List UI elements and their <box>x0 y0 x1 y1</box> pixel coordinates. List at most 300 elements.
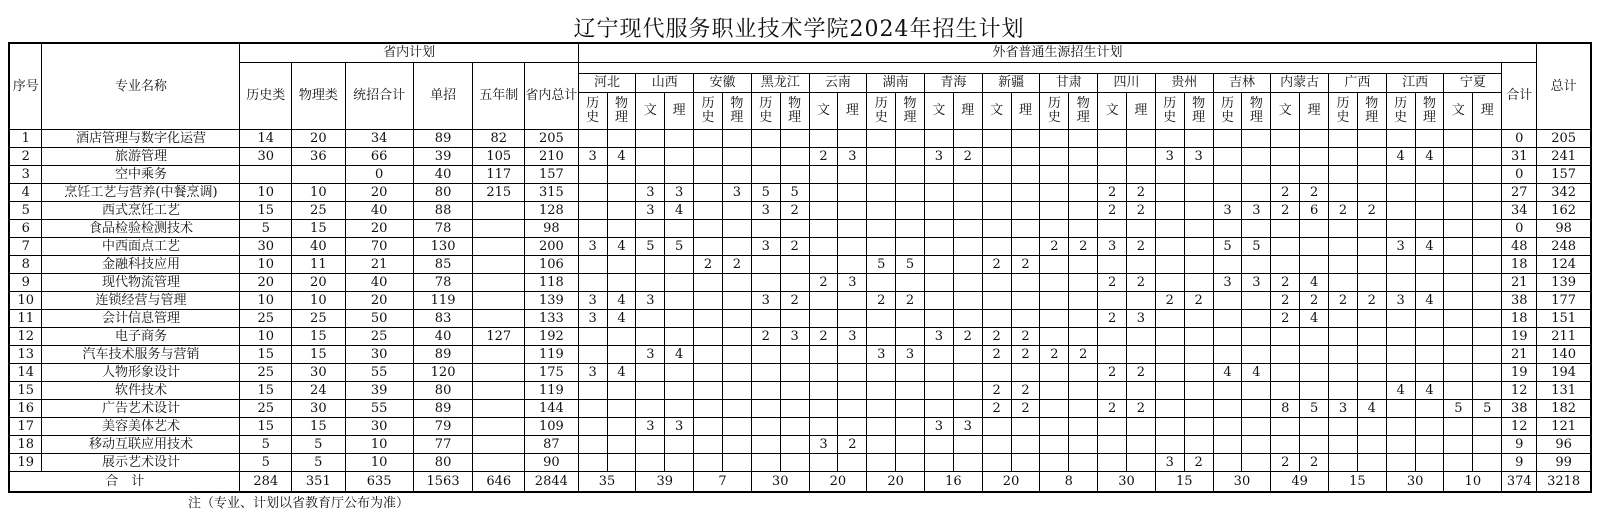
row-out-value <box>1184 274 1213 292</box>
header-sub-type-label: 历史 <box>1394 96 1408 125</box>
row-out-value <box>694 400 723 418</box>
row-in-value: 98 <box>525 220 579 238</box>
row-out-value <box>1040 310 1069 328</box>
row-out-value <box>1473 238 1502 256</box>
totals-province-value: 20 <box>982 472 1040 493</box>
row-out-value <box>982 148 1011 166</box>
row-out-value <box>1155 310 1184 328</box>
row-out-value <box>1069 418 1098 436</box>
row-out-value <box>1444 202 1473 220</box>
row-out-value <box>1155 220 1184 238</box>
header-sub-type <box>1300 93 1329 130</box>
row-out-value: 5 <box>896 256 925 274</box>
row-in-value: 30 <box>240 238 292 256</box>
row-out-value <box>1473 184 1502 202</box>
row-out-value <box>1415 166 1444 184</box>
row-out-value <box>607 256 636 274</box>
row-out-value <box>1069 202 1098 220</box>
row-out-value <box>636 256 665 274</box>
row-out-value <box>1444 220 1473 238</box>
row-seq: 9 <box>9 274 42 292</box>
row-out-value: 3 <box>1242 274 1271 292</box>
header-sub-type-label: 文 <box>1278 103 1292 118</box>
row-seq: 7 <box>9 238 42 256</box>
row-out-value <box>1300 166 1329 184</box>
row-out-value <box>1473 220 1502 238</box>
row-out-value <box>1242 310 1271 328</box>
header-sub-type <box>1242 93 1271 130</box>
row-out-value <box>722 202 751 220</box>
row-in-value: 0 <box>345 166 413 184</box>
row-in-value: 105 <box>473 148 525 166</box>
row-out-value <box>1329 184 1358 202</box>
row-out-value <box>1069 274 1098 292</box>
row-out-value <box>1300 130 1329 148</box>
header-sub-type-label: 历史 <box>1336 96 1350 125</box>
row-out-value <box>1011 238 1040 256</box>
header-out-province: 外省普通生源招生计划 <box>578 43 1537 63</box>
row-out-value <box>1415 202 1444 220</box>
header-sub-type-label: 物理 <box>614 96 628 125</box>
row-in-value: 70 <box>345 238 413 256</box>
row-out-value <box>636 166 665 184</box>
header-sub-type <box>1415 93 1444 130</box>
row-out-value <box>1098 454 1127 472</box>
row-out-value <box>867 220 896 238</box>
header-major: 专业名称 <box>42 43 240 130</box>
row-in-value: 10 <box>292 184 346 202</box>
row-in-value: 83 <box>413 310 473 328</box>
row-out-value <box>1357 382 1386 400</box>
row-out-value <box>665 148 694 166</box>
row-out-value <box>1300 256 1329 274</box>
header-sub-type <box>1473 93 1502 130</box>
header-sub-type <box>1011 93 1040 130</box>
row-out-value <box>1127 328 1156 346</box>
row-out-value: 4 <box>1213 364 1242 382</box>
row-out-value <box>578 436 607 454</box>
row-out-value <box>1386 202 1415 220</box>
row-out-value <box>722 346 751 364</box>
row-out-value <box>607 184 636 202</box>
row-out-value <box>896 328 925 346</box>
table-row <box>9 454 1591 472</box>
row-in-value: 15 <box>292 418 346 436</box>
row-out-value: 2 <box>1271 184 1300 202</box>
header-sub-type-label: 历史 <box>874 96 888 125</box>
row-out-value <box>1213 148 1242 166</box>
row-out-value: 3 <box>578 364 607 382</box>
row-grand-total: 162 <box>1537 202 1591 220</box>
row-out-value <box>1155 184 1184 202</box>
row-out-value <box>896 184 925 202</box>
row-in-value: 30 <box>292 364 346 382</box>
row-subtotal: 18 <box>1502 256 1537 274</box>
row-out-value <box>867 310 896 328</box>
row-out-value <box>1213 400 1242 418</box>
row-out-value <box>953 256 982 274</box>
header-sub-type <box>607 93 636 130</box>
row-out-value <box>1300 238 1329 256</box>
row-out-value <box>694 274 723 292</box>
row-out-value <box>1040 184 1069 202</box>
row-in-value <box>473 310 525 328</box>
row-out-value <box>838 364 867 382</box>
row-out-value: 2 <box>1271 274 1300 292</box>
row-in-value: 30 <box>240 148 292 166</box>
row-out-value: 2 <box>1271 202 1300 220</box>
row-out-value: 3 <box>722 184 751 202</box>
row-in-value: 80 <box>413 454 473 472</box>
row-out-value <box>1213 310 1242 328</box>
row-out-value: 4 <box>1415 148 1444 166</box>
row-out-value: 2 <box>1098 274 1127 292</box>
header-sub-type-label: 历史 <box>1221 96 1235 125</box>
row-out-value: 2 <box>1357 202 1386 220</box>
header-in-col: 物理类 <box>292 63 346 130</box>
row-out-value <box>1386 346 1415 364</box>
row-in-value <box>240 166 292 184</box>
row-in-value: 66 <box>345 148 413 166</box>
header-row-2 <box>9 63 1591 74</box>
row-out-value <box>925 220 954 238</box>
row-in-value: 157 <box>525 166 579 184</box>
row-in-value: 87 <box>525 436 579 454</box>
row-in-value: 10 <box>240 256 292 274</box>
header-sub-type-label: 历史 <box>1163 96 1177 125</box>
row-out-value <box>1242 256 1271 274</box>
row-in-value: 10 <box>240 328 292 346</box>
row-out-value <box>578 220 607 238</box>
row-out-value: 3 <box>838 328 867 346</box>
row-out-value <box>1155 256 1184 274</box>
row-out-value: 2 <box>1098 202 1127 220</box>
row-out-value: 2 <box>1098 310 1127 328</box>
row-out-value: 3 <box>1386 238 1415 256</box>
row-out-value: 5 <box>636 238 665 256</box>
row-out-value <box>1098 148 1127 166</box>
row-out-value <box>896 130 925 148</box>
row-out-value: 3 <box>751 292 780 310</box>
row-out-value <box>1444 364 1473 382</box>
row-out-value <box>1473 436 1502 454</box>
row-out-value: 2 <box>1127 274 1156 292</box>
row-out-value <box>1069 328 1098 346</box>
row-out-value <box>636 274 665 292</box>
header-province: 青海 <box>925 74 983 93</box>
row-out-value <box>722 400 751 418</box>
row-out-value <box>838 256 867 274</box>
header-sub-type <box>1040 93 1069 130</box>
row-out-value <box>578 382 607 400</box>
header-province: 广西 <box>1329 74 1387 93</box>
header-sub-type <box>1069 93 1098 130</box>
row-out-value: 3 <box>1184 148 1213 166</box>
header-sub-type-label: 理 <box>672 103 686 118</box>
row-out-value <box>953 166 982 184</box>
row-out-value <box>751 346 780 364</box>
row-out-value <box>1242 436 1271 454</box>
row-out-value <box>1213 328 1242 346</box>
row-out-value <box>1473 148 1502 166</box>
row-out-value <box>1473 454 1502 472</box>
row-out-value <box>694 310 723 328</box>
row-in-value: 25 <box>292 310 346 328</box>
row-out-value <box>1386 166 1415 184</box>
footnote: 注（专业、计划以省教育厅公布为准） <box>188 496 410 511</box>
header-sub-type-label: 理 <box>845 103 859 118</box>
row-out-value <box>1329 274 1358 292</box>
row-out-value <box>751 364 780 382</box>
row-in-value: 215 <box>473 184 525 202</box>
row-in-value <box>473 256 525 274</box>
row-out-value <box>838 382 867 400</box>
row-out-value <box>1415 220 1444 238</box>
row-in-value: 20 <box>345 292 413 310</box>
header-sub-type <box>1329 93 1358 130</box>
row-out-value <box>925 166 954 184</box>
row-out-value <box>953 364 982 382</box>
totals-in-value: 646 <box>473 472 525 493</box>
row-out-value <box>896 454 925 472</box>
row-out-value: 2 <box>1011 382 1040 400</box>
header-row-1 <box>9 43 1591 63</box>
row-in-value: 192 <box>525 328 579 346</box>
row-out-value: 5 <box>1300 400 1329 418</box>
table-row <box>9 418 1591 436</box>
header-sub-type-label: 物理 <box>788 96 802 125</box>
header-sub-type <box>1127 93 1156 130</box>
row-in-value: 5 <box>240 436 292 454</box>
row-major-name: 电子商务 <box>42 328 240 346</box>
row-in-value: 40 <box>345 274 413 292</box>
row-out-value <box>1357 310 1386 328</box>
row-out-value: 2 <box>1127 238 1156 256</box>
row-out-value <box>1069 184 1098 202</box>
totals-province-value: 16 <box>925 472 983 493</box>
row-in-value: 205 <box>525 130 579 148</box>
row-out-value <box>953 130 982 148</box>
header-sub-type-label: 文 <box>643 103 657 118</box>
row-out-value <box>953 310 982 328</box>
row-subtotal: 31 <box>1502 148 1537 166</box>
row-in-value: 30 <box>292 400 346 418</box>
row-in-value: 106 <box>525 256 579 274</box>
row-out-value: 2 <box>982 328 1011 346</box>
header-sub-type <box>694 93 723 130</box>
row-out-value <box>1069 148 1098 166</box>
row-out-value: 2 <box>1300 292 1329 310</box>
row-out-value <box>1444 418 1473 436</box>
row-out-value: 2 <box>1127 400 1156 418</box>
header-sub-type-label: 文 <box>1451 103 1465 118</box>
header-province: 安徽 <box>694 74 752 93</box>
row-out-value: 2 <box>982 400 1011 418</box>
row-out-value: 3 <box>1386 292 1415 310</box>
header-province: 贵州 <box>1155 74 1213 93</box>
row-out-value: 2 <box>809 328 838 346</box>
row-out-value <box>1213 292 1242 310</box>
row-seq: 15 <box>9 382 42 400</box>
row-out-value <box>1271 418 1300 436</box>
header-sub-type-label: 文 <box>1105 103 1119 118</box>
row-out-value <box>1098 220 1127 238</box>
row-grand-total: 177 <box>1537 292 1591 310</box>
row-seq: 8 <box>9 256 42 274</box>
row-out-value <box>1127 130 1156 148</box>
row-out-value: 3 <box>867 346 896 364</box>
row-out-value: 2 <box>1069 346 1098 364</box>
row-seq: 18 <box>9 436 42 454</box>
row-out-value <box>1473 418 1502 436</box>
row-out-value <box>867 148 896 166</box>
row-in-value: 14 <box>240 130 292 148</box>
row-out-value <box>1415 274 1444 292</box>
row-out-value <box>1329 346 1358 364</box>
totals-in-value: 2844 <box>525 472 579 493</box>
row-out-value <box>982 274 1011 292</box>
row-out-value <box>1242 166 1271 184</box>
row-out-value <box>694 364 723 382</box>
row-out-value <box>809 454 838 472</box>
row-out-value <box>607 328 636 346</box>
row-out-value <box>809 382 838 400</box>
row-subtotal: 0 <box>1502 130 1537 148</box>
row-out-value <box>1444 292 1473 310</box>
row-out-value <box>1098 292 1127 310</box>
row-out-value <box>896 220 925 238</box>
header-sub-type <box>665 93 694 130</box>
table-row <box>9 292 1591 310</box>
row-in-value: 139 <box>525 292 579 310</box>
row-in-value <box>473 202 525 220</box>
row-out-value <box>780 346 809 364</box>
row-out-value <box>694 130 723 148</box>
table-row <box>9 310 1591 328</box>
row-out-value: 3 <box>578 148 607 166</box>
row-in-value: 34 <box>345 130 413 148</box>
row-out-value <box>982 166 1011 184</box>
header-sub-type <box>982 93 1011 130</box>
row-out-value <box>867 454 896 472</box>
row-out-value <box>1069 382 1098 400</box>
row-in-value: 315 <box>525 184 579 202</box>
row-out-value <box>665 454 694 472</box>
row-out-value: 5 <box>665 238 694 256</box>
row-out-value <box>1011 292 1040 310</box>
row-out-value <box>1329 436 1358 454</box>
row-out-value <box>809 184 838 202</box>
header-sub-type-label: 物理 <box>1249 96 1263 125</box>
row-out-value <box>722 310 751 328</box>
header-sub-type-label: 理 <box>1134 103 1148 118</box>
row-out-value <box>1184 202 1213 220</box>
row-out-value <box>636 130 665 148</box>
row-out-value <box>1444 166 1473 184</box>
row-subtotal: 34 <box>1502 202 1537 220</box>
row-out-value: 4 <box>607 292 636 310</box>
row-out-value: 4 <box>665 346 694 364</box>
row-out-value <box>1386 256 1415 274</box>
row-in-value: 82 <box>473 130 525 148</box>
row-major-name: 汽车技术服务与营销 <box>42 346 240 364</box>
row-out-value <box>1184 310 1213 328</box>
header-sub-type <box>636 93 665 130</box>
row-out-value <box>1444 148 1473 166</box>
header-sub-type <box>1271 93 1300 130</box>
row-out-value <box>694 292 723 310</box>
row-out-value: 4 <box>1415 292 1444 310</box>
row-in-value: 25 <box>345 328 413 346</box>
row-out-value <box>1386 400 1415 418</box>
row-out-value <box>636 148 665 166</box>
row-out-value <box>665 400 694 418</box>
row-out-value <box>1213 346 1242 364</box>
row-major-name: 食品检验检测技术 <box>42 220 240 238</box>
header-in-province: 省内计划 <box>240 43 578 63</box>
row-out-value <box>1473 310 1502 328</box>
totals-province-value: 30 <box>1098 472 1156 493</box>
row-in-value: 128 <box>525 202 579 220</box>
row-out-value <box>694 166 723 184</box>
row-out-value <box>982 310 1011 328</box>
row-out-value: 3 <box>838 274 867 292</box>
row-out-value <box>1357 346 1386 364</box>
row-out-value <box>867 202 896 220</box>
row-out-value: 2 <box>1127 202 1156 220</box>
row-grand-total: 342 <box>1537 184 1591 202</box>
row-out-value: 3 <box>1329 400 1358 418</box>
row-out-value: 4 <box>1300 310 1329 328</box>
row-out-value <box>1213 220 1242 238</box>
row-out-value: 4 <box>1386 382 1415 400</box>
row-out-value <box>578 166 607 184</box>
row-seq: 13 <box>9 346 42 364</box>
row-out-value <box>1098 166 1127 184</box>
row-out-value <box>607 166 636 184</box>
row-out-value <box>636 328 665 346</box>
row-out-value <box>694 238 723 256</box>
row-out-value <box>1271 346 1300 364</box>
row-in-value: 85 <box>413 256 473 274</box>
row-out-value <box>694 148 723 166</box>
row-out-value <box>722 238 751 256</box>
row-out-value <box>1242 418 1271 436</box>
row-out-value <box>694 220 723 238</box>
row-in-value: 89 <box>413 130 473 148</box>
row-out-value: 2 <box>1040 238 1069 256</box>
row-out-value <box>1098 382 1127 400</box>
totals-label: 合 计 <box>9 472 240 493</box>
totals-province-value: 7 <box>694 472 752 493</box>
row-out-value <box>1242 184 1271 202</box>
row-in-value <box>473 292 525 310</box>
row-out-value: 3 <box>1098 238 1127 256</box>
row-subtotal: 9 <box>1502 454 1537 472</box>
row-out-value <box>1329 130 1358 148</box>
page-title: 辽宁现代服务职业技术学院2024年招生计划 <box>573 17 1025 42</box>
header-province: 山西 <box>636 74 694 93</box>
row-out-value <box>722 454 751 472</box>
row-out-value <box>578 400 607 418</box>
row-seq: 1 <box>9 130 42 148</box>
header-sub-type-label: 物理 <box>903 96 917 125</box>
row-out-value <box>607 130 636 148</box>
row-out-value <box>809 310 838 328</box>
row-out-value: 2 <box>722 256 751 274</box>
row-out-value <box>838 292 867 310</box>
row-major-name: 展示艺术设计 <box>42 454 240 472</box>
